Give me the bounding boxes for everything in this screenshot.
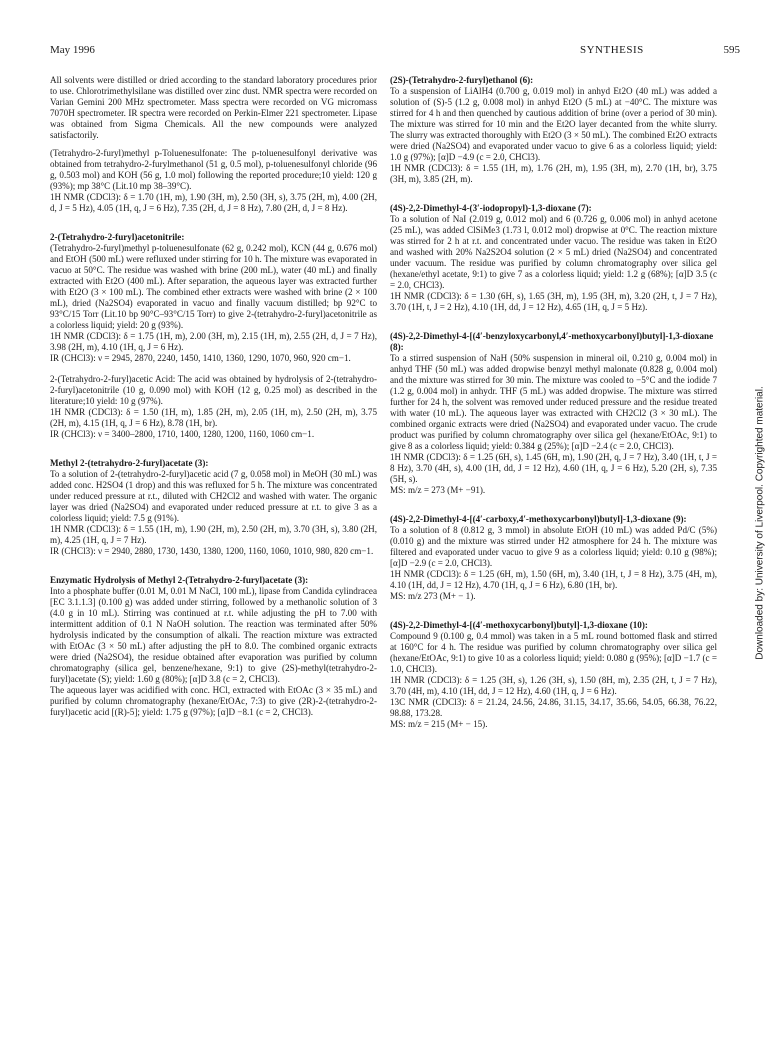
issue-date: May 1996 [50,44,95,56]
left-column [50,75,377,728]
acid-ir: IR (CHCl3): ν = 3400–2800, 1710, 1400, 1280, 1200, 1160, 1060 cm−1. [50,429,315,439]
methoxy-title: (4S)-2,2-Dimethyl-4-[(4′-methoxycarbonyl)butyl]-1,3-dioxane (10): [390,620,648,630]
nitrile-title: 2-(Tetrahydro-2-furyl)acetonitrile: [50,232,185,242]
ester-ir: IR (CHCl3): ν = 2940, 2880, 1730, 1430, 1380, 1200, 1160, 1060, 1010, 980, 820 cm−1. [50,546,374,556]
page-number: 595 [723,44,740,56]
benzyl-nmr: 1H NMR (CDCl3): δ = 1.25 (6H, s), 1.45 (6H, m), 1.90 (2H, q, J = 7 Hz), 3.40 (1H, t, J = 8 Hz), 3.70 (4H, s), 4.00 (1H, dd, J = 12 Hz), 4.60 (1H, q, J = 6 Hz), 5.20 (2H, s), 7.35 (5H, s). [390,452,717,484]
enzymatic-procedure: Into a phosphate buffer (0.01 M, 0.01 M NaCl, 100 mL), lipase from Candida cylindracea [EC 3.1.1.3] (0.100 g) was added under stirring, followed by a methanolic solution of 3 (4.0 g in 10 mL). Stirring was continued at r.t. while adjusting the pH to 7.00 with intermittent addition of 0.1 N NaOH solution. The reaction was terminated after 50% hydrolysis indicated by the consumption of alkali. The reaction mixture was extracted with EtOAc (3 × 50 mL) after adjusting the pH to 8.0. The combined organic extracts were dried (Na2SO4), the residue obtained after evaporation was purified by column chromatography (silica gel, benzene/hexane, 9:1) to give (2S)-methyl(tetrahydro-2-furyl)acetate (S); yield: 1.60 g (80%); [α]D 3.8 (c = 2, CHCl3). [50,586,377,684]
iodo-title: (4S)-2,2-Dimethyl-4-(3′-iodopropyl)-1,3-dioxane (7): [390,203,592,213]
download-notice: Downloaded by: University of Liverpool. Copyrighted material. [754,385,766,660]
section-ester [50,458,377,557]
acid-nmr: 1H NMR (CDCl3): δ = 1.50 (1H, m), 1.85 (2H, m), 2.05 (1H, m), 2.50 (2H, m), 3.75 (2H, m), 4.15 (1H, q, J = 6 Hz), 8.78 (1H, br). [50,407,377,428]
carboxy-ms: MS: m/z 273 (M+ − 1). [390,591,476,601]
tosylate-procedure: (Tetrahydro-2-furyl)methyl p-Toluenesulfonate: The p-toluenesulfonyl derivative was obtained from tetrahydro-2-furylmethanol (51 g, 0.5 mol), p-toluenesulfonyl chloride (96 g, 0.503 mol) and KOH (56 g, 1.0 mol) following the reported procedure;10 yield: 120 g (93%); mp 38°C (Lit.10 mp 38–39°C). [50,148,377,191]
section-carboxy [390,514,717,602]
ester-procedure: To a solution of 2-(tetrahydro-2-furyl)acetic acid (7 g, 0.058 mol) in MeOH (30 mL) was added conc. H2SO4 (1 drop) and this was refluxed for 5 h. The mixture was concentrated under reduced pressure at r.t., diluted with CH2Cl2 and washed with water. The organic layer was dried (Na2SO4) and evaporated under reduced pressure at r.t. to give 3 as a colorless liquid; yield: 7.5 g (91%). [50,469,377,523]
ester-nmr: 1H NMR (CDCl3): δ = 1.55 (1H, m), 1.90 (2H, m), 2.50 (2H, m), 3.70 (3H, s), 3.80 (2H, m), 4.25 (1H, q, J = 7 Hz). [50,524,377,545]
methoxy-nmr: 1H NMR (CDCl3): δ = 1.25 (3H, s), 1.26 (3H, s), 1.50 (8H, m), 2.35 (2H, t, J = 7 Hz), 3.70 (4H, m), 4.10 (1H, dd, J = 12 Hz), 4.60 (1H, q, J = 6 Hz). [390,675,717,696]
nitrile-ir: IR (CHCl3): ν = 2945, 2870, 2240, 1450, 1410, 1360, 1290, 1070, 960, 920 cm−1. [50,353,351,363]
carboxy-title: (4S)-2,2-Dimethyl-4-[(4′-carboxy,4′-methoxycarbonyl)butyl]-1,3-dioxane (9): [390,514,687,524]
journal-name: SYNTHESIS [580,44,644,56]
benzyl-ms: MS: m/z = 273 (M+ −91). [390,485,486,495]
iodo-procedure: To a solution of NaI (2.019 g, 0.012 mol) and 6 (0.726 g, 0.006 mol) in anhyd acetone (25 mL), was added ClSiMe3 (1.73 l, 0.012 mol) dropwise at 0°C. The reaction mixture was stirred for 2 h at r.t. and concentrated under vacuo. The residue was taken in Et2O and washed with 20% Na2S2O4 solution (2 × 5 mL) dried (Na2SO4) and concentrated under vacuum. The residue was purified by column chromatography over silica gel (hexane/ethyl acetate, 9:1) to give 7 as a colorless liquid; yield: 1.2 g (68%); [α]D 3.5 (c = 2.0, CHCl3). [390,214,717,290]
nitrile-procedure: (Tetrahydro-2-furyl)methyl p-toluenesulfonate (62 g, 0.242 mol), KCN (44 g, 0.676 mol) and EtOH (500 mL) were refluxed under stirring for 10 h. The mixture was evaporated in vacuo at 50°C. The residue was washed with brine (200 mL), water (40 mL) and finally extracted with Et2O (400 mL). After separation, the aqueous layer was extracted further with Et2O (3 × 100 mL). The combined ether extracts were washed with brine (2 × 100 mL), dried (Na2SO4) evaporated in vacuo and finally vacuum distilled; bp 92°C to 93°C/15 Torr (Lit.10 bp 90°C–93°C/15 Torr) to give 2-(tetrahydro-2-furyl)acetonitrile as a colorless liquid; yield: 20 g (93%). [50,243,377,330]
section-methoxy [390,620,717,730]
acid-procedure: 2-(Tetrahydro-2-furyl)acetic Acid: The acid was obtained by hydrolysis of 2-(tetrahydro-2-furyl)acetonitrile (10 g, 0.090 mol) with KOH (12 g, 0.25 mol) as described in the literature;10 yield: 10 g (97%). [50,374,377,406]
ethanol-title: (2S)-(Tetrahydro-2-furyl)ethanol (6): [390,75,534,85]
general-methods: All solvents were distilled or dried according to the standard laboratory procedures prior to use. Chlorotrimethylsilane was distilled over zinc dust. NMR spectra were recorded on Varian Gemini 200 MHz spectrometer. Mass spectra were recorded on VG micromass 7070H spectrometer. IR spectra were recorded on Perkin-Elmer 221 spectrometer. Lipase was obtained from Sigma Chemicals. All the new compounds were analyzed satisfactorily. [50,75,377,140]
carboxy-nmr: 1H NMR (CDCl3): δ = 1.25 (6H, m), 1.50 (6H, m), 3.40 (1H, t, J = 8 Hz), 3.75 (4H, m), 4.10 (1H, dd, J = 12 Hz), 4.70 (1H, q, J = 6 Hz), 6.80 (1H, br). [390,569,717,590]
section-benzyl [390,331,717,496]
section-acid [50,374,377,440]
ethanol-procedure: To a suspension of LiAlH4 (0.700 g, 0.019 mol) in anhyd Et2O (40 mL) was added a solution of (S)-5 (1.2 g, 0.008 mol) in anhyd Et2O (5 mL) at −40°C. The mixture was stirred for 4 h and then quenched by cautious addition of brine (over a period of 30 min). The mixture was stirred for 10 min and the Et2O layer decanted from the white slurry. The slurry was extracted thoroughly with Et2O (3 × 50 mL). The combined Et2O extracts were dried (Na2SO4) and evaporated under vacuo to give 6 as a colorless liquid; yield: 1.0 g (97%); [α]D −4.9 (c = 2.0, CHCl3). [390,86,717,162]
download-watermark [752,345,768,700]
section-tosylate [50,148,377,214]
methoxy-cnmr: 13C NMR (CDCl3): δ = 21.24, 24.56, 24.86, 31.15, 34.17, 35.66, 54.05, 66.38, 76.22, 98.88, 173.28. [390,697,717,718]
iodo-nmr: 1H NMR (CDCl3): δ = 1.30 (6H, s), 1.65 (3H, m), 1.95 (3H, m), 3.20 (2H, t, J = 7 Hz), 3.70 (1H, t, J = 2 Hz), 4.10 (1H, dd, J = 12 Hz), 4.65 (1H, q, J = 5 Hz). [390,291,717,312]
ethanol-nmr: 1H NMR (CDCl3): δ = 1.55 (1H, m), 1.76 (2H, m), 1.95 (3H, m), 2.70 (1H, br), 3.75 (3H, m), 3.85 (2H, m). [390,163,717,184]
ester-title: Methyl 2-(tetrahydro-2-furyl)acetate (3): [50,458,209,468]
enzymatic-title: Enzymatic Hydrolysis of Methyl 2-(Tetrahydro-2-furyl)acetate (3): [50,575,309,585]
benzyl-procedure: To a stirred suspension of NaH (50% suspension in mineral oil, 0.210 g, 0.004 mol) in anhyd THF (50 mL) was added dropwise benzyl methyl malonate (0.828 g, 0.004 mol) and the mixture was stirred for 30 min. The mixture was cooled to −5°C and the iodide 7 (1.2 g, 0.004 mol) in anhydr. THF (5 mL) was added dropwise. The mixture was stirred further for 24 h, the solvent was removed under reduced pressure and the residue treated with water (10 mL). The aqueous layer was extracted with CH2Cl2 (3 × 30 mL). The combined organic extracts were dried (Na2SO4) and evaporated under vacuo. The crude product was purified by column chromatography over silica gel (hexane/EtOAc, 9:1) to give 8 as a colorless liquid; yield: 0.384 g (25%); [α]D −2.4 (c = 2.0, CHCl3). [390,353,717,451]
section-ethanol [390,75,717,185]
methoxy-ms: MS: m/z = 215 (M+ − 15). [390,719,488,729]
benzyl-title: (4S)-2,2-Dimethyl-4-[(4′-benzyloxycarbonyl,4′-methoxycarbonyl)butyl]-1,3-dioxane (8): [390,331,714,352]
section-iodo [390,203,717,313]
carboxy-procedure: To a solution of 8 (0.812 g, 3 mmol) in absolute EtOH (10 mL) was added Pd/C (5%) (0.010 g) and the mixture was stirred under H2 atmosphere for 24 h. The mixture was filtered and evaporated under vacuo to give 9 as a colorless liquid; yield: 0.10 g (98%); [α]D −2.9 (c = 2.0, CHCl3). [390,525,717,568]
tosylate-nmr: 1H NMR (CDCl3): δ = 1.70 (1H, m), 1.90 (3H, m), 2.50 (3H, s), 3.75 (2H, m), 4.00 (2H, d, J = 5 Hz), 4.05 (1H, q, J = 6 Hz), 7.35 (2H, d, J = 8 Hz), 7.80 (2H, d, J = 8 Hz). [50,192,377,213]
right-column [390,75,717,740]
enzymatic-acid-workup: The aqueous layer was acidified with conc. HCl, extracted with EtOAc (3 × 35 mL) and purified by column chromatography (hexane/EtOAc, 7:3) to give (2R)-2-(tetrahydro-2-furyl)acetic acid [(R)-5]; yield: 1.75 g (97%); [α]D −8.1 (c = 2, CHCl3). [50,685,377,717]
page-header [50,44,740,60]
section-enzymatic [50,575,377,718]
methoxy-procedure: Compound 9 (0.100 g, 0.4 mmol) was taken in a 5 mL round bottomed flask and stirred at 160°C for 4 h. The residue was purified by column chromatography over silica gel (hexane/EtOAc, 9:1) to give 10 as a colorless liquid; yield: 0.080 g (95%); [α]D −1.7 (c = 1.0, CHCl3). [390,631,717,674]
section-nitrile [50,232,377,364]
nitrile-nmr: 1H NMR (CDCl3): δ = 1.75 (1H, m), 2.00 (3H, m), 2.15 (1H, m), 2.55 (2H, d, J = 7 Hz), 3.98 (2H, m), 4.10 (1H, q, J = 6 Hz). [50,331,377,352]
